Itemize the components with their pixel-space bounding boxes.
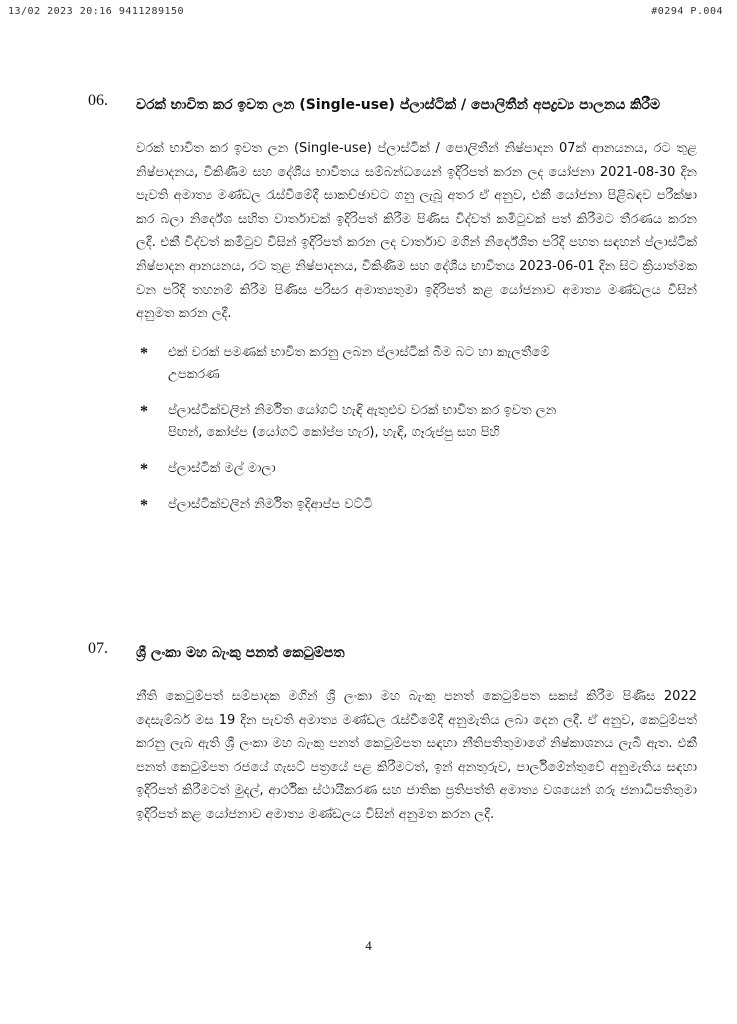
- section-paragraph: වරක් භාවිත කර ඉවත ලන (Single-use) ප්ලාස්ටික් / පොලිතීන් නිෂ්පාදන 07ක් ආනයනය, රට තුළ නිෂ්පාදනය, විකිණීම සහ දේශීය භාවිතය සම්බන්ධයෙන් ඉදිරිපත් කරන ලද යෝජනා 2021-08-30 දින පැවති අමාත්‍ය මණ්ඩල රැස්වීමේදී සාකච්ඡාවට ගනු ලැබූ අතර ඒ අනුව, එකී යෝජනා පිළිබඳව පරීක්ෂා කර බලා නිර්දේශ සහිත වාර්තාවක් ඉදිරිපත් කිරීම පිණිස විද්වත් කමිටුවක් පත් කිරීමට තීරණය කරන ලදී. එකී විද්වත් කමිටුව විසින් ඉදිරිපත් කරන ලද වාර්තාව මගින් නිර්දේශිත පරිදි පහත සඳහන් ප්ලාස්ටික් නිෂ්පාදන ආනයනය, රට තුළ නිෂ්පාදනය, විකිණීම සහ දේශීය භාවිතය 2023-06-01 දින සිට ක්‍රියාත්මක වන පරිදි තහනම් කිරීම පිණිස පරිසර අමාත්‍යතුමා ඉදිරිපත් කළ යෝජනාව අමාත්‍ය මණ්ඩලය විසින් අනුමත කරන ලදී.: [136, 141, 697, 322]
- bullet-list: [140, 342, 697, 516]
- fax-header: [8, 6, 723, 17]
- section-07: [88, 640, 697, 827]
- list-item-text: එක් වරක් පමණක් භාවිත කරනු ලබන ප්ලාස්ටික් බීම බට හා කැලතීමේ උපකරණ: [168, 344, 550, 382]
- list-item-text: ප්ලාස්ටික් මල් මාලා: [168, 460, 276, 476]
- asterisk-icon: *: [140, 344, 148, 362]
- section-title: ශ්‍රී ලංකා මහ බැංකු පනත් කෙටුම්පත: [136, 645, 345, 661]
- asterisk-icon: *: [140, 460, 148, 478]
- asterisk-icon: *: [140, 496, 148, 514]
- section-paragraph: නීති කෙටුම්පත් සම්පාදක මගින් ශ්‍රී ලංකා මහ බැංකු පනත් කෙටුම්පත සකස් කිරීම පිණිස 2022 දෙසැම්බර් මස 19 දින පැවති අමාත්‍ය මණ්ඩල රැස්වීමේදී අනුමැතිය ලබා දෙන ලදී. ඒ අනුව, කෙටුම්පත් කරනු ලැබ ඇති ශ්‍රී ලංකා මහ බැංකු පනත් කෙටුම්පත සඳහා නීතිපතිතුමාගේ නිෂ්කාශනය ලැබී ඇත. එකී පනත් කෙටුම්පත රජයේ ගැසට් පත්‍රයේ පළ කිරීමටත්, ඉන් අනතුරුව, පාර්ලිමේන්තුවේ අනුමැතිය සඳහා ඉදිරිපත් කිරීමටත් මුදල්, ආර්ථික ස්ථායීකරණ සහ ජාතික ප්‍රතිපත්ති අමාත්‍ය වශයෙන් ගරු ජනාධිපතිතුමා ඉදිරිපත් කළ යෝජනාව අමාත්‍ය මණ්ඩලය විසින් අනුමත කරන ලදී.: [136, 689, 697, 822]
- fax-timestamp: 13/02 2023 20:16 9411289150: [8, 6, 185, 17]
- section-06: [88, 92, 697, 530]
- list-item: [140, 342, 588, 386]
- section-title: වරක් භාවිත කර ඉවත ලන (Single-use) ප්ලාස්ටික් / පොලිතීන් අපද්‍රව්‍ය පාලනය කිරීම: [136, 97, 661, 113]
- list-item: [140, 400, 588, 444]
- section-number: 06.: [88, 92, 108, 109]
- asterisk-icon: *: [140, 402, 148, 420]
- list-item-text: ප්ලාස්ටික්වලින් නිර්මිත යෝගට් හැඳි ඇතුළුව වරක් භාවිත කර ඉවත ලන පිඟන්, කෝප්ප (යෝගට් කෝප්ප හැර), හැඳි, ගෑරුප්පු සහ පිහි: [168, 402, 557, 440]
- list-item: [140, 458, 588, 480]
- list-item-text: ප්ලාස්ටික්වලින් නිර්මිත ඉදිආප්ප වට්ටි: [168, 496, 373, 512]
- section-number: 07.: [88, 640, 108, 657]
- list-item: [140, 494, 588, 516]
- page-number: 4: [365, 938, 372, 953]
- fax-page-code: #0294 P.004: [651, 6, 723, 17]
